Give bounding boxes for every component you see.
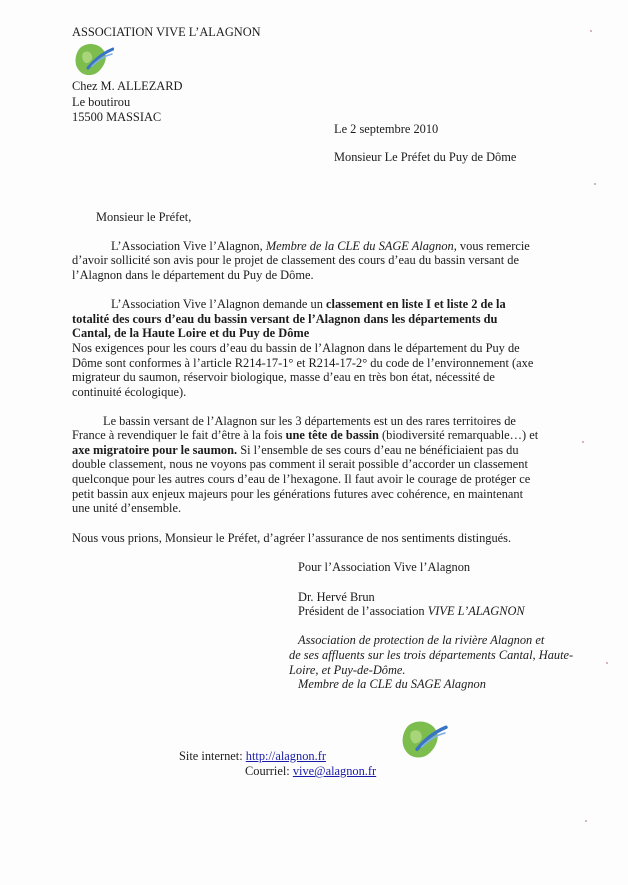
signatory-name: Dr. Hervé Brun	[298, 590, 375, 604]
association-description: Loire, et Puy-de-Dôme.	[289, 663, 406, 677]
address-line: Le boutirou	[72, 95, 131, 109]
paragraph-1-line: l’Alagnon dans le département du Puy de Dôme.	[72, 268, 314, 282]
paragraph-2-line: continuité écologique).	[72, 385, 187, 399]
letter-date: Le 2 septembre 2010	[334, 122, 439, 136]
website-link[interactable]: http://alagnon.fr	[245, 749, 326, 763]
association-description: Association de protection de la rivière Alagnon et	[298, 633, 545, 647]
paragraph-2-line: L’Association Vive l’Alagnon demande un classement en liste I et liste 2 de la	[111, 297, 506, 311]
recipient: Monsieur Le Préfet du Puy de Dôme	[334, 150, 517, 164]
website-line: Site internet: http://alagnon.fr	[179, 749, 326, 763]
association-description: Membre de la CLE du SAGE Alagnon	[298, 677, 486, 691]
paragraph-1-line: d’avoir sollicité son avis pour le projet de classement des cours d’eau du bassin versant de	[72, 253, 519, 267]
signatory-title: Président de l’association VIVE L’ALAGNON	[298, 604, 525, 618]
email-line: Courriel: vive@alagnon.fr	[245, 764, 377, 778]
scan-speck	[594, 183, 596, 185]
scan-speck	[606, 662, 608, 664]
address-line: Chez M. ALLEZARD	[72, 79, 183, 93]
association-logo-footer	[400, 718, 448, 762]
paragraph-2-line: totalité des cours d’eau du bassin versant de l’Alagnon dans les départements du	[72, 312, 498, 326]
organization-name: ASSOCIATION VIVE L’ALAGNON	[72, 25, 261, 39]
scan-speck	[590, 30, 592, 32]
scan-speck	[585, 820, 587, 822]
closing-formula: Nous vous prions, Monsieur le Préfet, d’agréer l’assurance de nos sentiments distingués.	[72, 531, 512, 545]
association-description: de ses affluents sur les trois départements Cantal, Haute-	[289, 648, 574, 662]
signature-for-line: Pour l’Association Vive l’Alagnon	[298, 560, 471, 574]
paragraph-3-line: une unité d’ensemble.	[72, 501, 182, 515]
paragraph-3-line: Le bassin versant de l’Alagnon sur les 3 départements est un des rares territoires de	[103, 414, 516, 428]
scan-speck	[582, 441, 584, 443]
paragraph-2-line: migrateur du saumon, réservoir biologique, masse d’eau en très bon état, nécessité de	[72, 370, 495, 384]
paragraph-2-line: Dôme sont conformes à l’article R214-17-1° et R214-17-2° du code de l’environnement (axe	[72, 356, 534, 370]
association-logo	[74, 41, 114, 79]
address-line: 15500 MASSIAC	[72, 110, 162, 124]
paragraph-3-line: double classement, nous ne voyons pas comment il serait possible d’accorder un classement	[72, 457, 528, 471]
paragraph-2-line: Cantal, de la Haute Loire et du Puy de Dôme	[72, 326, 310, 340]
paragraph-3-line: axe migratoire pour le saumon. Si l’ensemble de ses cours d’eau ne bénéficiaient pas du	[72, 443, 519, 457]
paragraph-3-line: petit bassin aux enjeux majeurs pour les générations futures avec cohérence, en maintenant	[72, 487, 524, 501]
paragraph-2-line: Nos exigences pour les cours d’eau du bassin de l’Alagnon dans le département du Puy de	[72, 341, 520, 355]
paragraph-1-line: L’Association Vive l’Alagnon, Membre de la CLE du SAGE Alagnon, vous remercie	[111, 239, 530, 253]
paragraph-3-line: France à revendiquer le fait d’être à la fois une tête de bassin (biodiversité remarquable…) et	[72, 428, 539, 442]
salutation: Monsieur le Préfet,	[96, 210, 192, 224]
paragraph-3-line: quelconque pour les autres cours d’eau de l’hexagone. Il faut avoir le courage de protéger ce	[72, 472, 531, 486]
email-link[interactable]: vive@alagnon.fr	[292, 764, 377, 778]
